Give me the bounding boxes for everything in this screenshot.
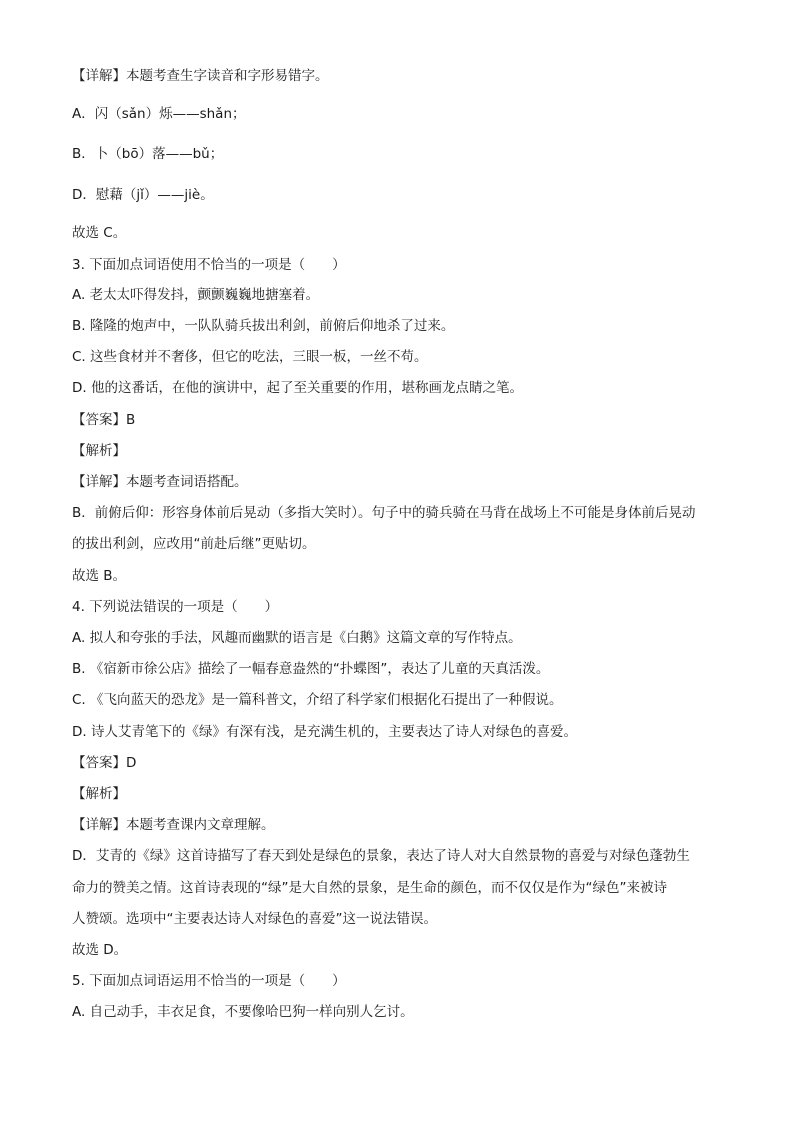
question-4-explanation-line-2: 命力的赞美之情。这首诗表现的“绿”是大自然的景象，是生命的颜色，而不仅仅是作为“绿色”来被诗 (72, 880, 667, 896)
question-3-explanation: 【详解】本题考查词语搭配。 (72, 474, 248, 490)
question-3-stem: 3. 下面加点词语使用不恰当的一项是（ ） (72, 257, 346, 273)
explanation-heading: 【详解】本题考查生字读音和字形易错字。 (72, 68, 329, 84)
question-3-option-c: C. 这些食材并不奢侈，但它的吃法，三眼一板，一丝不苟。 (72, 349, 428, 365)
question-4-answer: 【答案】D (72, 755, 137, 771)
explanation-option-d: D．慰藉（jǐ）——jiè。 (72, 187, 214, 203)
question-4-explanation-line-3: 人赞颂。选项中“主要表达诗人对绿色的喜爱”这一说法错误。 (72, 911, 437, 927)
question-4-analysis-label: 【解析】 (72, 786, 126, 802)
explanation-option-a: A．闪（sǎn）烁——shǎn； (72, 106, 246, 122)
question-4-option-b: B. 《宿新市徐公店》描绘了一幅春意盎然的“扑蝶图”，表达了儿童的天真活泼。 (72, 661, 550, 677)
question-3-option-a: A. 老太太吓得发抖，颤颤巍巍地搪塞着。 (72, 287, 320, 303)
question-4-stem: 4. 下列说法错误的一项是（ ） (72, 599, 279, 615)
question-3-option-b: B. 隆隆的炮声中，一队队骑兵拔出利剑，前俯后仰地杀了过来。 (72, 318, 455, 334)
question-4-choice: 故选 D。 (72, 942, 128, 958)
question-5-option-a: A. 自己动手，丰衣足食，不要像哈巴狗一样向别人乞讨。 (72, 1004, 414, 1020)
question-3-option-d: D. 他的这番话，在他的演讲中，起了至关重要的作用，堪称画龙点睛之笔。 (72, 380, 523, 396)
question-4-option-a: A. 拟人和夸张的手法，风趣而幽默的语言是《白鹅》这篇文章的写作特点。 (72, 630, 522, 646)
question-5-stem: 5. 下面加点词语运用不恰当的一项是（ ） (72, 973, 346, 989)
question-3-explanation-line-1: B．前俯后仰：形容身体前后晃动（多指大笑时）。句子中的骑兵骑在马背在战场上不可能是身体前后晃动 (72, 505, 696, 521)
answer-choice-line: 故选 C。 (72, 225, 127, 241)
explanation-option-b: B．卜（bō）落——bǔ； (72, 146, 224, 162)
question-4-option-d: D. 诗人艾青笔下的《绿》有深有浅，是充满生机的，主要表达了诗人对绿色的喜爱。 (72, 724, 577, 740)
question-3-choice: 故选 B。 (72, 568, 127, 584)
question-4-explanation: 【详解】本题考查课内文章理解。 (72, 817, 275, 833)
question-4-option-c: C. 《飞向蓝天的恐龙》是一篇科普文，介绍了科学家们根据化石提出了一种假说。 (72, 692, 563, 708)
question-4-explanation-line-1: D．艾青的《绿》这首诗描写了春天到处是绿色的景象，表达了诗人对大自然景物的喜爱与对绿色蓬勃生 (72, 848, 690, 864)
question-3-analysis-label: 【解析】 (72, 443, 126, 459)
question-3-explanation-line-2: 的拔出利剑，应改用“前赴后继”更贴切。 (72, 536, 316, 552)
question-3-answer: 【答案】B (72, 412, 136, 428)
